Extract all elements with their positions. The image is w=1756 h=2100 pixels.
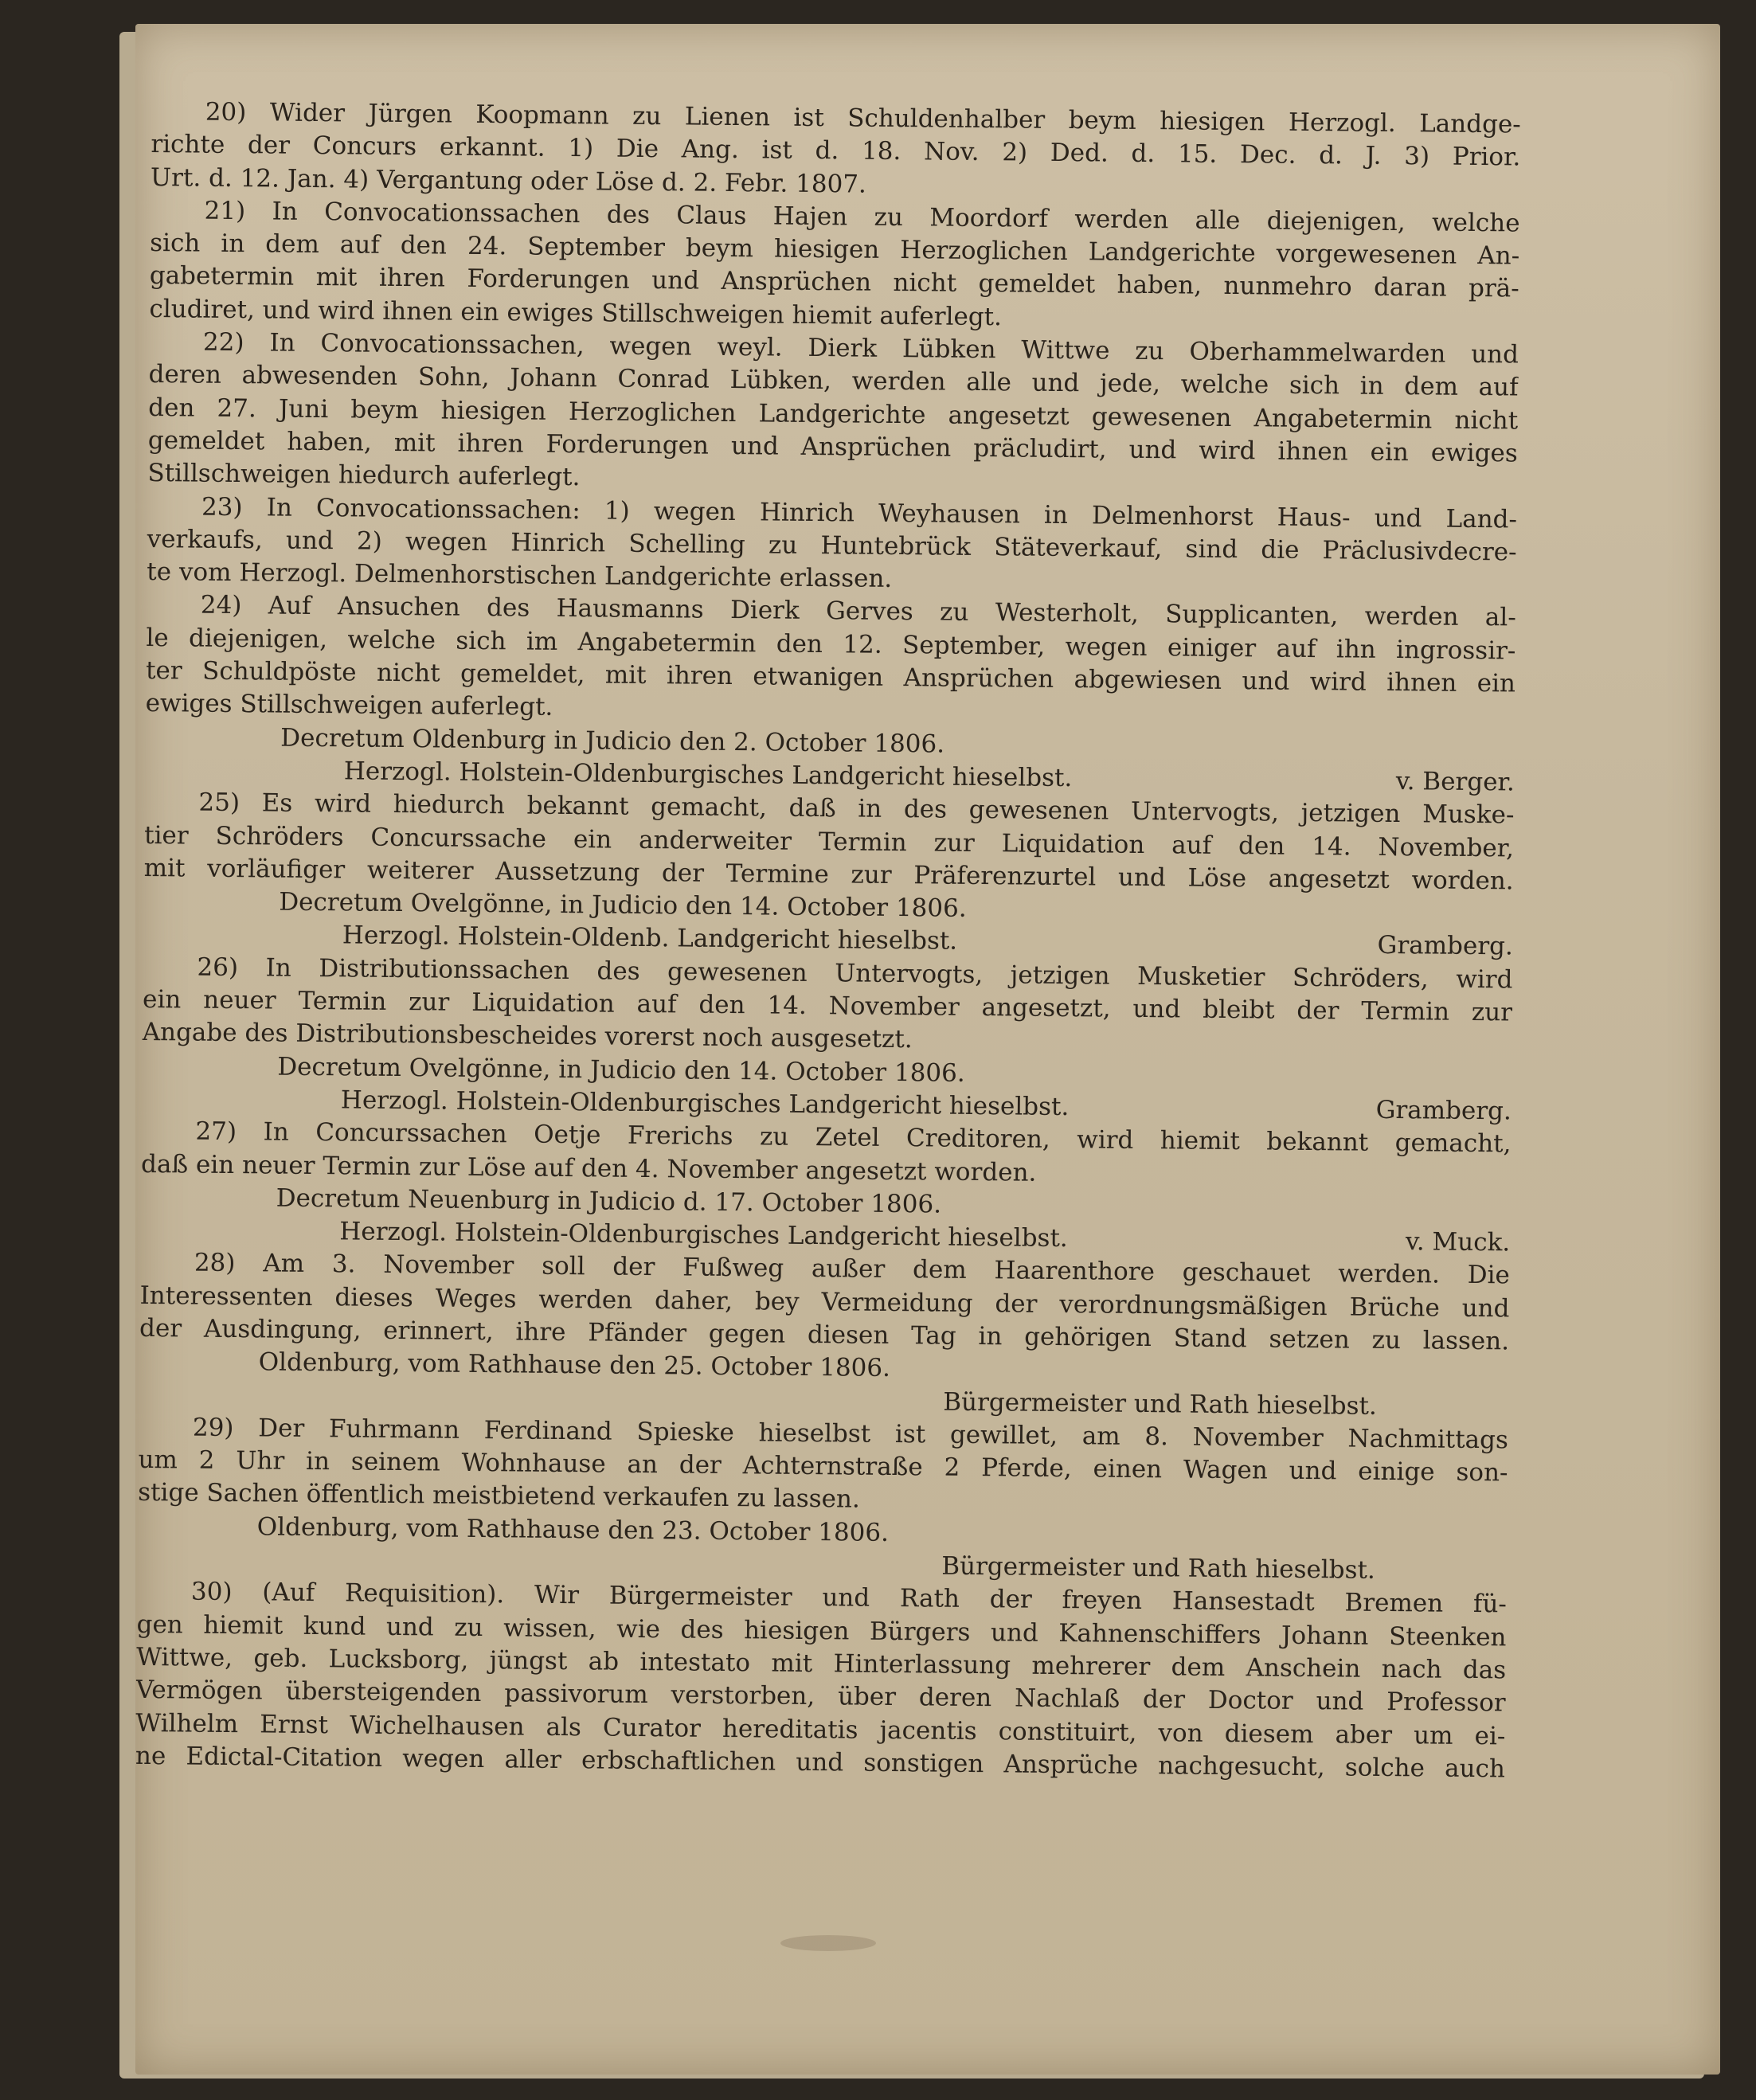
text-line: Stillschweigen hiedurch auferlegt.: [147, 459, 581, 492]
text-line: gabetermin mit ihren Forderungen und Ansprüchen nicht gemeldet haben, nunmehro daran prä-: [149, 261, 1519, 303]
text-line: 20) Wider Jürgen Koopmann zu Lienen ist Schuldenhalber beym hiesigen Herzogl. Landge-: [205, 97, 1521, 139]
text-line: der Ausdingung, erinnert, ihre Pfänder gegen diesen Tag in gehörigen Stand setzen zu lassen.: [139, 1313, 1510, 1356]
text-line: te vom Herzogl. Delmenhorstischen Landgerichte erlassen.: [147, 557, 893, 594]
text-line: gen hiemit kund und zu wissen, wie des hiesigen Bürgers und Kahnenschiffers Johann Steenken: [136, 1609, 1507, 1652]
text-line: Angabe des Distributionsbescheides vorerst noch ausgesetzt.: [142, 1018, 913, 1054]
text-line: daß ein neuer Termin zur Löse auf den 4. November angesetzt worden.: [140, 1149, 1037, 1187]
signature-name: v. Muck.: [1405, 1227, 1511, 1257]
text-line: Decretum Ovelgönne, in Judicio den 14. October 1806.: [277, 1052, 965, 1088]
text-line: deren abwesenden Sohn, Johann Conrad Lübken, werden alle und jede, welche sich in dem auf: [148, 360, 1519, 402]
text-line: 24) Auf Ansuchen des Hausmanns Dierk Gerves zu Westerholt, Supplicanten, werden al-: [200, 591, 1516, 632]
court-name: Herzogl. Holstein-Oldenb. Landgericht hieselbst.: [342, 921, 958, 956]
text-line: Decretum Neuenburg in Judicio d. 17. October 1806.: [276, 1183, 942, 1219]
text-line: Decretum Oldenburg in Judicio den 2. October 1806.: [280, 723, 945, 759]
ink-smudge: [780, 1935, 876, 1951]
signature-name: Gramberg.: [1377, 931, 1513, 961]
text-line: 28) Am 3. November soll der Fußweg außer dem Haarenthore geschauet werden. Die: [194, 1248, 1511, 1290]
text-line: 26) In Distributionssachen des gewesenen Untervogts, jetzigen Musketier Schröders, wird: [197, 952, 1513, 995]
text-line: ter Schuldpöste nicht gemeldet, mit ihren etwanigen Ansprüchen abgewiesen und wird ihnen ein: [145, 656, 1516, 698]
text-line: Oldenburg, vom Rathhause den 25. October 1806.: [258, 1347, 891, 1383]
text-line: stige Sachen öffentlich meistbietend verkaufen zu lassen.: [137, 1478, 860, 1515]
text-line: mit vorläufiger weiterer Aussetzung der Termine zur Präferenzurtel und Löse angesetzt worden.: [143, 853, 1514, 896]
text-line: um 2 Uhr in seinem Wohnhause an der Achternstraße 2 Pferde, einen Wagen und einige son-: [138, 1445, 1508, 1488]
text-line: 27) In Concurssachen Oetje Frerichs zu Zetel Creditoren, wird hiemit bekannt gemacht,: [195, 1116, 1512, 1159]
text-line: Bürgermeister und Rath hieselbst.: [943, 1387, 1377, 1421]
text-line: 23) In Convocationssachen: 1) wegen Hinrich Weyhausen in Delmenhorst Haus- und Land-: [201, 492, 1518, 534]
court-name: Herzogl. Holstein-Oldenburgisches Landgericht hieselbst.: [340, 1085, 1070, 1122]
text-line: Wilhelm Ernst Wichelhausen als Curator hereditatis jacentis constituirt, von diesem aber um ei-: [135, 1708, 1506, 1750]
text-line: ne Edictal-Citation wegen aller erbschaftlichen und sonstigen Ansprüche nachgesucht, solche auch: [135, 1741, 1506, 1784]
text-line: Decretum Ovelgönne, in Judicio den 14. October 1806.: [279, 887, 967, 923]
court-name: Herzogl. Holstein-Oldenburgisches Landgericht hieselbst.: [339, 1217, 1068, 1253]
text-line: verkaufs, und 2) wegen Hinrich Schelling zu Huntebrück Stäteverkauf, sind die Präclusivdecre-: [147, 524, 1517, 567]
text-line: 22) In Convocationssachen, wegen weyl. Dierk Lübken Wittwe zu Oberhammelwarden und: [202, 327, 1519, 370]
text-line: tier Schröders Concurssache ein anderweiter Termin zur Liquidation auf den 14. November,: [143, 820, 1515, 862]
text-line: 25) Es wird hiedurch bekannt gemacht, daß in des gewesenen Untervogts, jetzigen Muske-: [198, 788, 1515, 830]
text-line: richte der Concurs erkannt. 1) Die Ang. ist d. 18. Nov. 2) Ded. d. 15. Dec. d. J. 3) Prior.: [151, 130, 1521, 172]
text-line: Bürgermeister und Rath hieselbst.: [941, 1551, 1375, 1585]
document-text: [135, 96, 1521, 1786]
signature-name: v. Berger.: [1395, 766, 1515, 797]
text-line: Vermögen übersteigenden passivorum verstorben, über deren Nachlaß der Doctor und Professor: [135, 1676, 1506, 1718]
text-line: Urt. d. 12. Jan. 4) Vergantung oder Löse d. 2. Febr. 1807.: [150, 162, 867, 199]
text-line: 30) (Auf Requisition). Wir Bürgermeister und Rath der freyen Hansestadt Bremen fü-: [190, 1577, 1508, 1619]
text-line: Interessenten dieses Weges werden daher, bey Vermeidung der verordnungsmäßigen Brüche und: [139, 1281, 1510, 1324]
text-line: gemeldet haben, mit ihren Forderungen und Ansprüchen präcludirt, und wird ihnen ein ewiges: [147, 425, 1518, 468]
text-line: ein neuer Termin zur Liquidation auf den 14. November angesetzt, und bleibt der Termin zur: [142, 984, 1513, 1027]
signature-name: Gramberg.: [1375, 1095, 1512, 1126]
text-line: Wittwe, geb. Lucksborg, jüngst ab intestato mit Hinterlassung mehrerer dem Anschein nach das: [136, 1642, 1507, 1685]
text-line: 21) In Convocationssachen des Claus Hajen zu Moordorf werden alle diejenigen, welche: [204, 196, 1520, 238]
text-line: le diejenigen, welche sich im Angabetermin den 12. September, wegen einiger auf ihn ingrossir-: [146, 623, 1516, 666]
text-line: 29) Der Fuhrmann Ferdinand Spieske hieselbst ist gewillet, am 8. November Nachmittags: [192, 1413, 1509, 1455]
court-name: Herzogl. Holstein-Oldenburgisches Landgericht hieselbst.: [343, 757, 1073, 793]
text-line: sich in dem auf den 24. September beym hiesigen Herzoglichen Landgerichte vorgewesenen An-: [150, 229, 1520, 271]
text-line: den 27. Juni beym hiesigen Herzoglichen Landgerichte angesetzt gewesenen Angabetermin nicht: [148, 393, 1519, 436]
text-line: cludiret, und wird ihnen ein ewiges Stillschweigen hiemit auferlegt.: [149, 294, 1003, 332]
text-line: ewiges Stillschweigen auferlegt.: [145, 689, 553, 722]
text-line: Oldenburg, vom Rathhause den 23. October 1806.: [256, 1512, 890, 1547]
